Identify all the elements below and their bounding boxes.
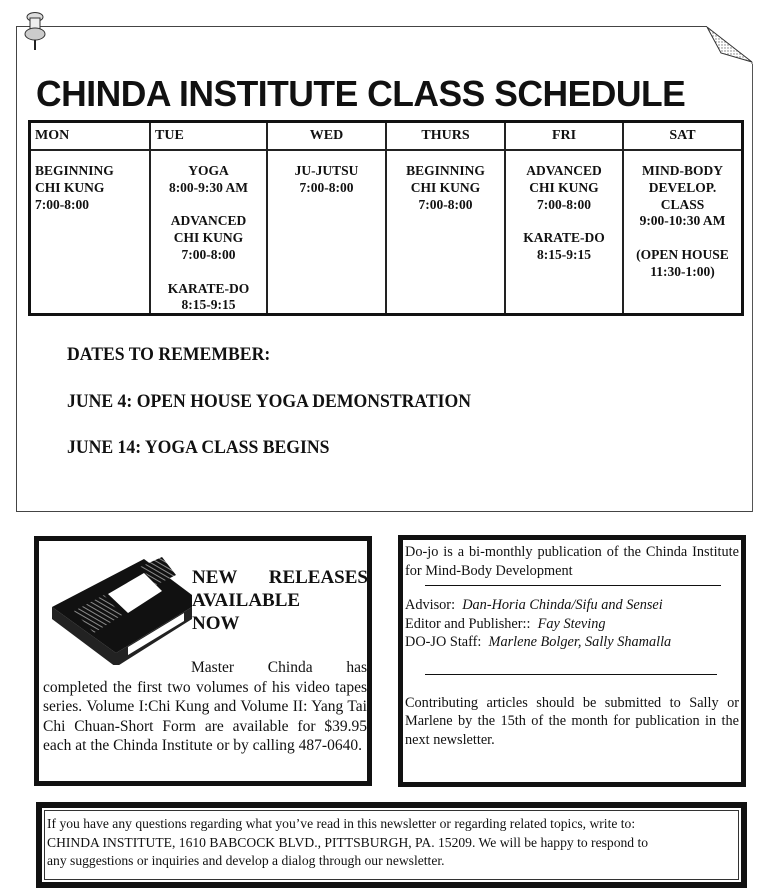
class-name: KARATE-DO [523, 230, 605, 246]
schedule-table [28, 120, 744, 316]
class-entry [35, 163, 149, 213]
day-header: WED [268, 123, 385, 151]
class-name: (OPEN HOUSE [636, 246, 729, 262]
class-name: ADVANCED [526, 163, 602, 178]
word: has [346, 659, 367, 676]
day-classes [387, 151, 504, 230]
class-entry [506, 230, 622, 264]
staff-label: DO-JO Staff: [405, 634, 482, 650]
day-column-mon [31, 123, 151, 313]
class-name: DEVELOP. [648, 179, 717, 195]
page-title: CHINDA INSTITUTE CLASS SCHEDULE [36, 73, 686, 114]
divider [425, 585, 721, 586]
class-name: CHI KUNG [35, 179, 105, 195]
first-line [43, 658, 367, 678]
class-name: CLASS [660, 196, 705, 212]
class-time: 8:15-9:15 [537, 246, 591, 262]
headline-line: NOW [192, 613, 240, 634]
class-time: 8:15-9:15 [181, 297, 236, 313]
class-name: KARATE-DO [167, 280, 250, 296]
divider [425, 674, 717, 675]
staff-line [405, 633, 739, 652]
class-time: 9:00-10:30 AM [639, 213, 726, 229]
contact-text [47, 815, 739, 871]
contact-line: If you have any questions regarding what you’ve read in this newsletter or regarding related topics, write to: [47, 816, 636, 831]
class-name: YOGA [188, 163, 229, 178]
class-entry [624, 163, 741, 230]
editor-name: Fay Steving [537, 615, 606, 632]
push-pin-icon [20, 10, 50, 52]
class-entry [387, 163, 504, 213]
date-item: JUNE 4: OPEN HOUSE YOGA DEMONSTRATION [67, 391, 471, 412]
day-classes [31, 151, 149, 230]
class-name: ADVANCED [170, 213, 247, 229]
day-column-sat [624, 123, 741, 313]
date-item: JUNE 14: YOGA CLASS BEGINS [67, 437, 330, 458]
editor-label: Editor and Publisher:: [405, 615, 531, 632]
headline-word: NEW [192, 567, 238, 588]
class-entry [151, 163, 266, 197]
headline-word: RELEASES [268, 567, 368, 588]
class-time: 7:00-8:00 [537, 196, 591, 212]
day-classes [624, 151, 741, 297]
class-name: CHI KUNG [173, 230, 244, 246]
day-classes [151, 151, 266, 331]
day-column-wed [268, 123, 387, 313]
class-time: 7:00-8:00 [35, 196, 89, 212]
advisor-label: Advisor: [405, 597, 456, 613]
day-header: THURS [387, 123, 504, 151]
class-time: 7:00-8:00 [418, 196, 473, 212]
contact-line: any suggestions or inquiries and develop a dialog through our newsletter. [47, 853, 445, 868]
day-header: SAT [624, 123, 741, 151]
class-time: 8:00-9:30 AM [168, 179, 249, 195]
headline-line: AVAILABLE [192, 590, 301, 611]
staff-names: Marlene Bolger, Sally Shamalla [488, 634, 672, 650]
class-name: JU-JUTSU [294, 163, 359, 178]
submission-note: Contributing articles should be submitted to Sally or Marlene by the 15th of the month for publication in the next newsletter. [405, 694, 739, 748]
day-column-fri [506, 123, 624, 313]
day-column-tue [151, 123, 268, 313]
day-header: TUE [151, 123, 266, 151]
day-column-thurs [387, 123, 506, 313]
class-entry [151, 281, 266, 315]
new-releases-headline [192, 566, 368, 635]
day-classes [268, 151, 385, 213]
day-header: MON [31, 123, 149, 151]
page-curl-icon [706, 26, 754, 64]
masthead-intro: Do-jo is a bi-monthly publication of the Chinda Institute for Mind-Body Development [405, 544, 739, 579]
new-releases-text [43, 658, 367, 756]
class-time: 7:00-8:00 [181, 246, 236, 262]
day-classes [506, 151, 622, 281]
class-name: BEGINNING [406, 163, 485, 178]
class-time: 11:30-1:00) [650, 263, 715, 279]
class-name: BEGINNING [35, 163, 114, 178]
advisor-name: Dan-Horia Chinda/Sifu and Sensei [462, 597, 663, 613]
sheet-right-edge [752, 62, 753, 512]
masthead-text [405, 543, 739, 749]
class-entry [506, 163, 622, 213]
word: Master [191, 659, 235, 676]
class-entry [624, 247, 741, 281]
class-name: CHI KUNG [410, 179, 481, 195]
class-time: 7:00-8:00 [299, 179, 354, 195]
dates-heading: DATES TO REMEMBER: [67, 344, 271, 365]
class-entry [268, 163, 385, 197]
class-name: MIND-BODY [642, 163, 723, 178]
body-paragraph: completed the first two volumes of his video tapes series. Volume I:Chi Kung and Volume II: Yang Tai Chi Chuan-Short Form are available for $39.95 each at the Chinda Institute or by calling 487-0640. [43, 678, 367, 754]
advisor-line [405, 596, 739, 615]
word: Chinda [267, 659, 313, 676]
editor-line [405, 615, 739, 634]
day-header: FRI [506, 123, 622, 151]
videotape-icon [44, 545, 194, 665]
contact-address: CHINDA INSTITUTE, 1610 BABCOCK BLVD., PITTSBURGH, PA. 15209. We will be happy to respond to [47, 834, 649, 850]
class-name: CHI KUNG [529, 179, 599, 195]
class-entry [151, 213, 266, 263]
